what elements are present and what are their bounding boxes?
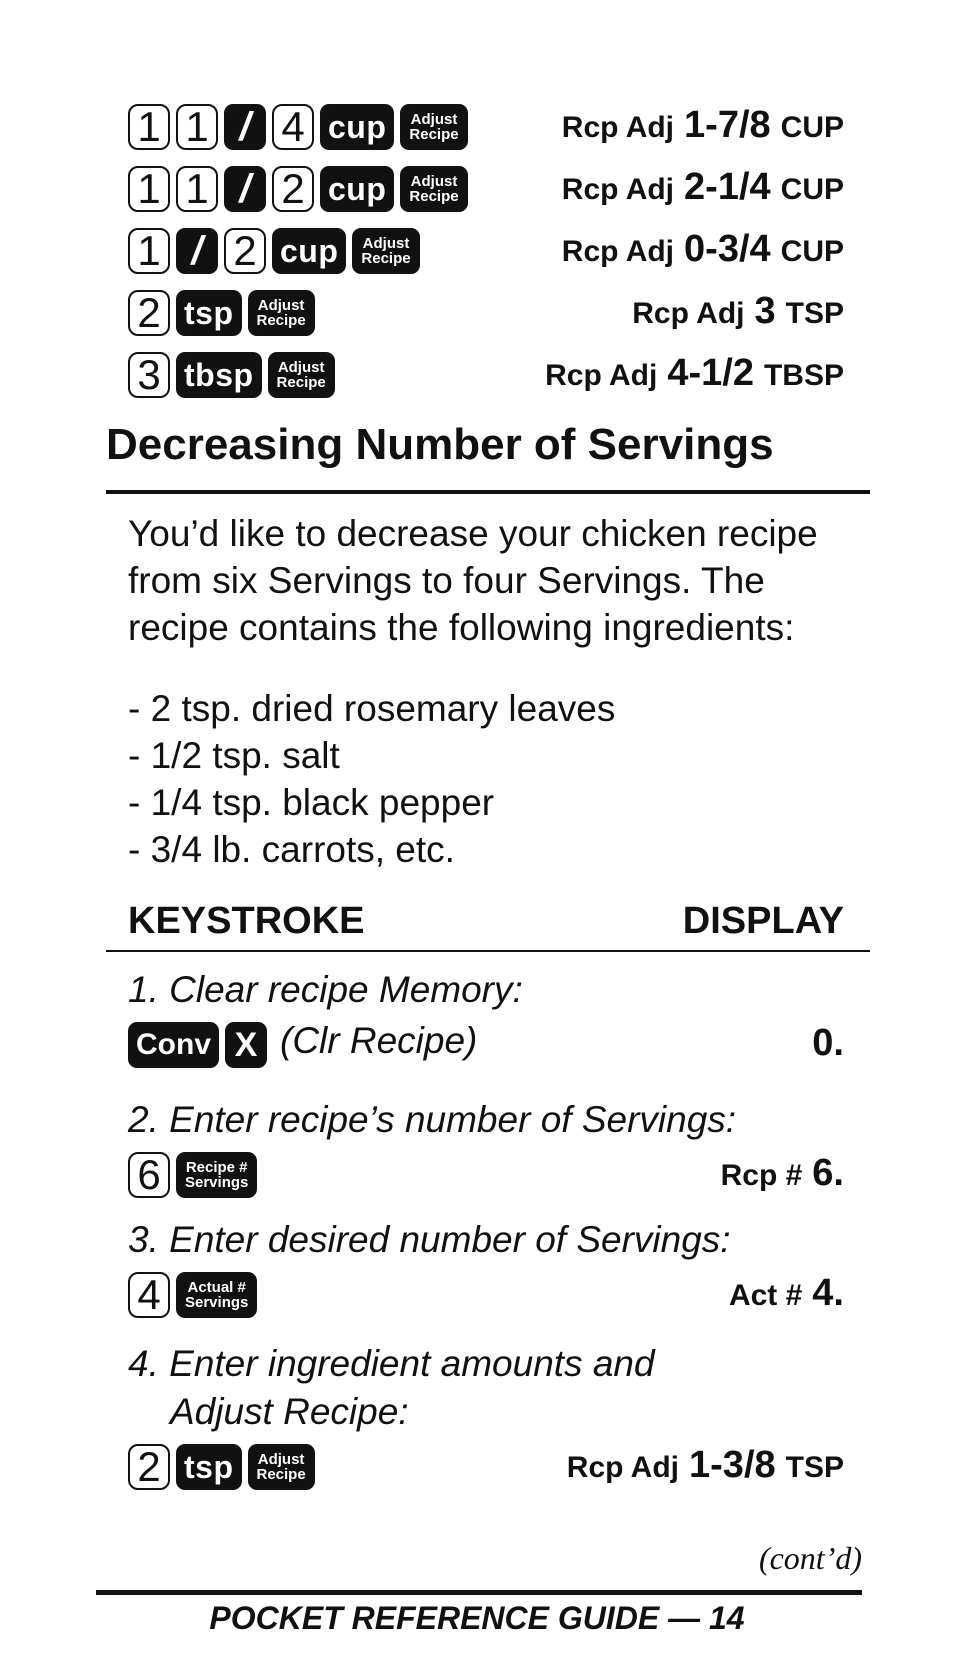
list-item: - 1/2 tsp. salt xyxy=(128,735,340,776)
title-rule xyxy=(106,490,870,494)
key-line: Servings xyxy=(185,1294,249,1311)
adjust-recipe-key xyxy=(268,352,335,398)
cup-key: cup xyxy=(272,228,346,274)
key-line: Actual # xyxy=(187,1279,246,1296)
digit-key: 2 xyxy=(224,228,266,274)
display-unit: TBSP xyxy=(763,359,844,392)
key-line: Adjust xyxy=(277,359,325,376)
key-line: Recipe xyxy=(409,188,459,205)
keystroke-header: KEYSTROKE xyxy=(128,900,365,942)
x-key: X xyxy=(225,1022,267,1068)
cup-key: cup xyxy=(320,104,394,150)
display-value: 6. xyxy=(812,1152,844,1194)
display-label: Rcp Adj xyxy=(561,235,675,268)
keystroke-row xyxy=(128,224,844,278)
key-line: Recipe xyxy=(256,1466,306,1483)
display-value: 1-3/8 xyxy=(689,1444,776,1486)
digit-key: 1 xyxy=(176,166,218,212)
display-label: Rcp Adj xyxy=(566,1451,680,1484)
step-3-text: 3. Enter desired number of Servings: xyxy=(128,1219,731,1260)
display-value: 3 xyxy=(754,290,776,332)
digit-key: 6 xyxy=(128,1152,170,1198)
display xyxy=(545,352,844,395)
digit-key: 4 xyxy=(272,104,314,150)
display-value: 2-1/4 xyxy=(684,166,771,208)
recipe-servings-key xyxy=(176,1152,257,1198)
display xyxy=(562,228,844,271)
list-item: - 1/4 tsp. black pepper xyxy=(128,782,495,823)
ingredient-list xyxy=(128,685,615,873)
digit-key: 3 xyxy=(128,352,170,398)
digit-key: 1 xyxy=(176,104,218,150)
list-item: - 3/4 lb. carrots, etc. xyxy=(128,829,455,870)
keystroke-row xyxy=(128,348,844,402)
fraction-key: / xyxy=(224,104,266,150)
display-label: Rcp # xyxy=(720,1159,803,1192)
display-unit: TSP xyxy=(785,297,844,330)
key-line: Servings xyxy=(185,1174,249,1191)
display-unit: CUP xyxy=(780,173,844,206)
display-label: Rcp Adj xyxy=(632,297,745,330)
key-line: Recipe xyxy=(409,126,459,143)
footer-rule xyxy=(96,1590,862,1595)
key-line: Adjust xyxy=(410,173,458,190)
digit-key: 1 xyxy=(128,166,170,212)
digit-key: 2 xyxy=(128,290,170,336)
key-line: Recipe xyxy=(276,374,326,391)
display-value: 4. xyxy=(812,1272,844,1314)
display-label: Rcp Adj xyxy=(545,359,658,392)
display-value: 0. xyxy=(812,1022,844,1064)
display-label: Rcp Adj xyxy=(561,111,675,144)
display xyxy=(567,1444,844,1487)
display xyxy=(729,1272,844,1315)
display xyxy=(632,290,844,333)
display xyxy=(721,1152,844,1195)
clr-recipe-note: (Clr Recipe) xyxy=(280,1020,478,1061)
intro-paragraph: You’d like to decrease your chicken recipe from six Servings to four Servings. The recipe contains the following ingredients: xyxy=(128,513,818,648)
display xyxy=(812,1022,844,1065)
display-value: 0-3/4 xyxy=(684,228,771,270)
key-line: Recipe xyxy=(361,250,411,267)
digit-key: 1 xyxy=(128,104,170,150)
display-unit: CUP xyxy=(780,111,844,144)
key-line: Adjust xyxy=(257,1451,305,1468)
key-line: Recipe # xyxy=(185,1159,248,1176)
display-unit: TSP xyxy=(785,1451,844,1484)
keystroke-row xyxy=(128,286,844,340)
adjust-recipe-key xyxy=(248,1444,315,1490)
display-unit: CUP xyxy=(780,235,844,268)
step-2-text: 2. Enter recipe’s number of Servings: xyxy=(128,1099,737,1140)
continued-note: (cont’d) xyxy=(758,1540,862,1576)
key-line: Adjust xyxy=(257,297,305,314)
keystroke-row xyxy=(128,162,844,216)
digit-key: 1 xyxy=(128,228,170,274)
fraction-key: / xyxy=(224,166,266,212)
list-item: - 2 tsp. dried rosemary leaves xyxy=(128,688,616,729)
header-rule xyxy=(106,950,870,952)
adjust-recipe-key xyxy=(352,228,419,274)
tsp-key: tsp xyxy=(176,290,242,336)
step-4-line-2: Adjust Recipe: xyxy=(170,1391,409,1432)
display-label: Rcp Adj xyxy=(561,173,675,206)
display-value: 1-7/8 xyxy=(684,104,771,146)
section-title: Decreasing Number of Servings xyxy=(106,420,774,469)
adjust-recipe-key xyxy=(400,166,467,212)
keystroke-row xyxy=(128,100,844,154)
step-1-row xyxy=(128,1018,844,1072)
tsp-key: tsp xyxy=(176,1444,242,1490)
conv-key: Conv xyxy=(128,1022,219,1068)
step-1-text: 1. Clear recipe Memory: xyxy=(128,969,523,1010)
step-4-text xyxy=(128,1340,655,1436)
key-line: Adjust xyxy=(410,111,458,128)
actual-servings-key xyxy=(176,1272,257,1318)
cup-key: cup xyxy=(320,166,394,212)
step-4-row xyxy=(128,1440,844,1494)
display-value: 4-1/2 xyxy=(667,352,754,394)
step-4-line-1: 4. Enter ingredient amounts and xyxy=(128,1343,655,1384)
digit-key: 2 xyxy=(128,1444,170,1490)
key-line: Adjust xyxy=(362,235,410,252)
display xyxy=(562,166,844,209)
display xyxy=(562,104,844,147)
digit-key: 2 xyxy=(272,166,314,212)
display-header: DISPLAY xyxy=(682,900,844,942)
tbsp-key: tbsp xyxy=(176,352,262,398)
fraction-key: / xyxy=(176,228,218,274)
adjust-recipe-key xyxy=(400,104,467,150)
page-footer: POCKET REFERENCE GUIDE — 14 xyxy=(209,1600,745,1636)
step-2-row xyxy=(128,1148,844,1202)
digit-key: 4 xyxy=(128,1272,170,1318)
display-label: Act # xyxy=(728,1279,803,1312)
step-3-row xyxy=(128,1268,844,1322)
adjust-recipe-key xyxy=(248,290,315,336)
key-line: Recipe xyxy=(256,312,306,329)
